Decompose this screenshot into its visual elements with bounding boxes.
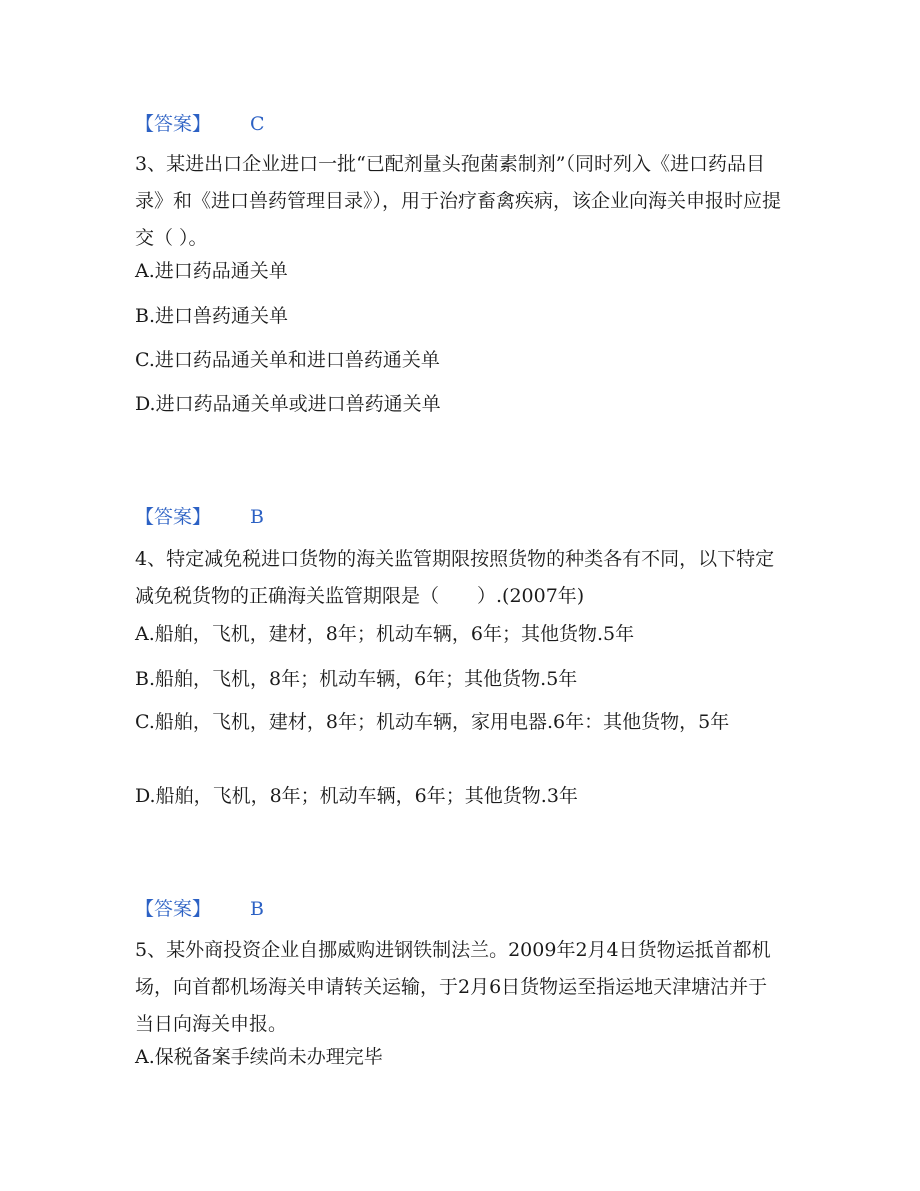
answer-value: C [250, 113, 265, 135]
answer-label: 【答案】 [135, 506, 212, 528]
answer-label: 【答案】 [135, 898, 212, 920]
answer-value: B [250, 506, 264, 528]
option-c: C.进口药品通关单和进口兽药通关单 [135, 349, 440, 371]
option-a: A.进口药品通关单 [135, 260, 288, 282]
option-a: A.保税备案手续尚未办理完毕 [135, 1046, 383, 1068]
option-b: B.船舶，飞机，8年；机动车辆，6年；其他货物.5年 [135, 668, 578, 690]
question-text: 5、某外商投资企业自挪威购进钢铁制法兰。2009年2月4日货物运抵首都机场，向首都机场海关申请转关运输，于2月6日货物运至指运地天津塘沽并于当日向海关申报。 [135, 939, 771, 1035]
question-text: 4、特定减免税进口货物的海关监管期限按照货物的种类各有不同，以下特定减免税货物的正确海关监管期限是（ ）.(2007年) [135, 548, 775, 607]
answer-label: 【答案】 [135, 113, 212, 135]
question-text: 3、某进出口企业进口一批“已配剂量头孢菌素制剂”（同时列入《进口药品目录》和《进口兽药管理目录》），用于治疗畜禽疾病，该企业向海关申报时应提交（ ）。 [135, 153, 782, 249]
option-c: C.船舶，飞机，建材，8年；机动车辆，家用电器.6年：其他货物，5年 [135, 711, 730, 733]
answer-value: B [250, 898, 264, 920]
option-d: D.进口药品通关单或进口兽药通关单 [135, 393, 441, 415]
option-d: D.船舶，飞机，8年；机动车辆，6年；其他货物.3年 [135, 785, 578, 807]
option-b: B.进口兽药通关单 [135, 305, 289, 327]
option-a: A.船舶，飞机，建材，8年；机动车辆，6年；其他货物.5年 [135, 623, 635, 645]
